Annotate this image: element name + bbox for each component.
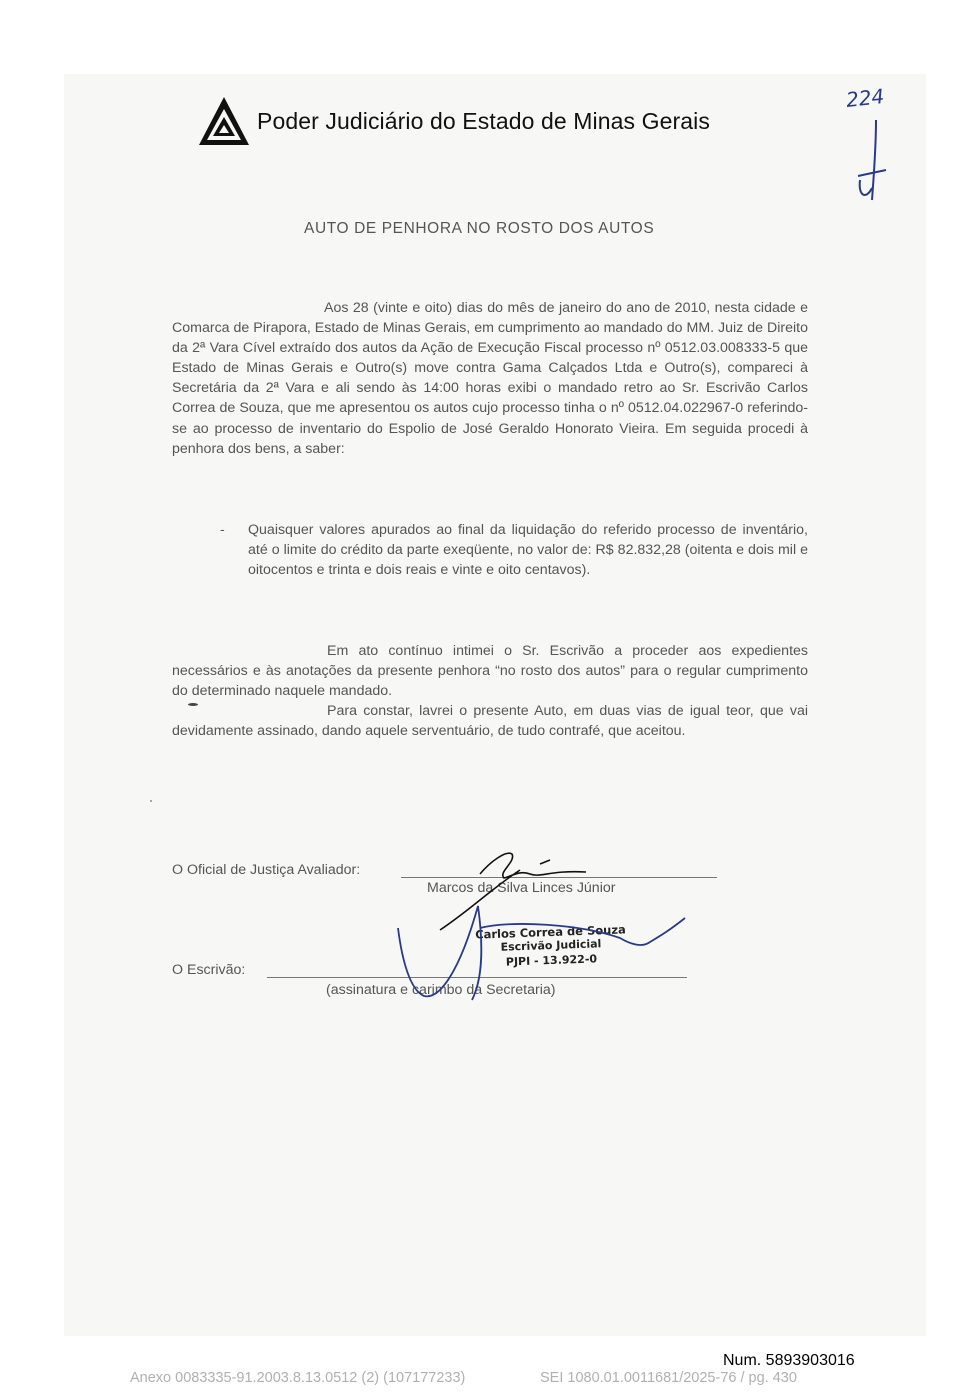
document-header [197, 95, 710, 147]
officer-signature-line [401, 877, 717, 878]
sei-reference: SEI 1080.01.0011681/2025-76 / pg. 430 [540, 1370, 797, 1386]
paragraph-notification: Em ato contínuo intimei o Sr. Escrivão a proceder aos expedientes necessários e às anotações da presente penhora “no rosto dos autos” para o regular cumprimento do determinado naquele mandado. [172, 643, 808, 700]
clerk-label: O Escrivão: [172, 962, 246, 978]
paragraph-opening: Aos 28 (vinte e oito) dias do mês de janeiro do ano de 2010, nesta cidade e Comarca de Pirapora, Estado de Minas Gerais, em cumprimento ao mandado do MM. Juiz de Direito da 2ª Vara Cível extraído dos autos da Ação de Execução Fiscal processo nº 0512.03.008333-5 que Estado de Minas Gerais e Outro(s) move contra Gama Calçados Ltda e Outro(s), compareci à Secretária da 2ª Vara e ali sendo às 14:00 horas exibi o mandado retro ao Sr. Escrivão Carlos Correa de Souza, que me apresentou os autos cujo processo tinha o nº 0512.04.022967-0 referindo-se ao processo de inventario do Espolio de José Geraldo Honorato Vieira. Em seguida procedi à penhora dos bens, a saber: [172, 300, 808, 457]
officer-label: O Oficial de Justiça Avaliador: [172, 862, 361, 878]
document-number: Num. 5893903016 [723, 1352, 855, 1369]
stamp-role: Escrivão Judicial [500, 937, 602, 954]
clerk-note: (assinatura e carimbo da Secretaria) [326, 982, 556, 998]
handwritten-initial-icon [852, 118, 892, 202]
court-name: Poder Judiciário do Estado de Minas Gerais [257, 107, 710, 134]
annex-reference: Anexo 0083335-91.2003.8.13.0512 (2) (107177233) [130, 1370, 466, 1386]
list-item: Quaisquer valores apurados ao final da liquidação do referido processo de inventário, até o limite do crédito da parte exeqüente, no valor de: R$ 82.832,28 (oitenta e dois mil e oitocentos e trinta e dois reais e vinte e oito centavos). [248, 522, 808, 579]
stamp-name: Carlos Correa de Souza [474, 922, 627, 942]
triangle-logo-icon [197, 95, 251, 147]
scan-dust [150, 800, 152, 802]
officer-name: Marcos da Silva Linces Júnior [427, 880, 616, 896]
bullet-dash: - [220, 522, 225, 538]
stamp-id: PJPI - 13.922-0 [505, 952, 598, 969]
paragraph-closing: Para constar, lavrei o presente Auto, em duas vias de igual teor, que vai devidamente assinado, dando aquele serventuário, de tudo contrafé, que aceitou. [172, 703, 808, 740]
document-title: AUTO DE PENHORA NO ROSTO DOS AUTOS [304, 220, 655, 237]
clerk-signature-line [267, 977, 687, 978]
handwritten-page-number: 224 [844, 84, 886, 112]
seized-assets-list [220, 520, 808, 580]
clerk-stamp [465, 922, 636, 972]
scan-mark [188, 703, 198, 706]
